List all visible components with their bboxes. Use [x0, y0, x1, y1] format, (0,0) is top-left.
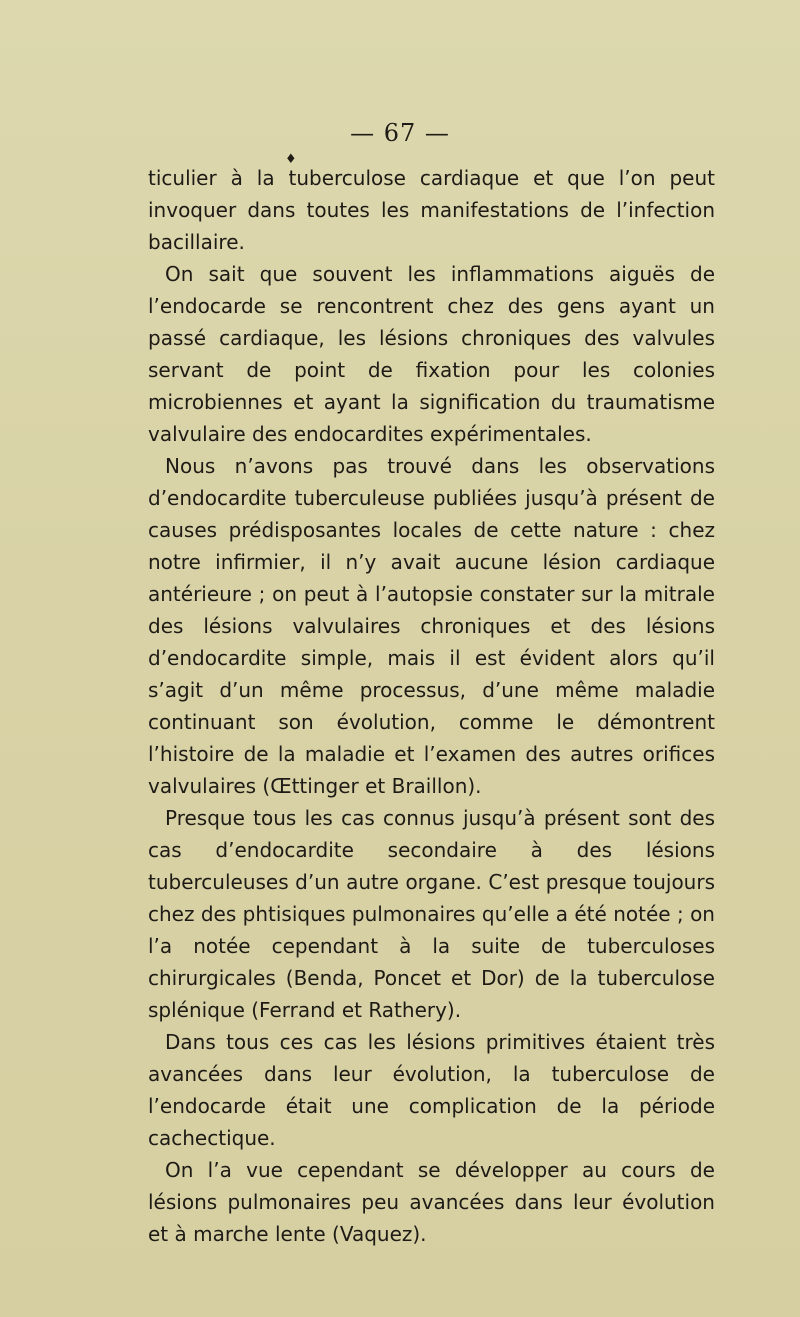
- page-number: — 67 —: [350, 119, 450, 147]
- paragraph-vaquez: On l’a vue cependant se développer au cours de lésions pulmonaires peu avancées dans leur évolution et à marche lente (Vaquez).: [148, 1158, 715, 1246]
- paragraph-continuation: ticulier à la tuberculose cardiaque et que l’on peut invoquer dans toutes les manifestations de l’infection bacillaire.: [148, 166, 715, 254]
- paragraph-endocarde-inflammations: On sait que souvent les inflammations aiguës de l’endocarde se rencontrent chez des gens ayant un passé cardiaque, les lésions chroniques des valvules servant de point de fixation pour les colonies microbiennes et ayant la signification du traumatisme valvulaire des endocardites expérimentales.: [148, 262, 715, 446]
- paragraph-observations: Nous n’avons pas trouvé dans les observations d’endocardite tuberculeuse publiées jusqu’à présent de causes prédisposantes locales de cette nature : chez notre infirmier, il n’y avait aucune lésion cardiaque antérieure ; on peut à l’autopsie constater sur la mitrale des lésions valvulaires chroniques et des lésions d’endocardite simple, mais il est évident alors qu’il s’agit d’un même processus, d’une même maladie continuant son évolution, comme le démontrent l’histoire de la maladie et l’examen des autres orifices valvulaires (Œttinger et Braillon).: [148, 454, 715, 798]
- paragraph-lesions-primitives: Dans tous ces cas les lésions primitives étaient très avancées dans leur évolution, la tuberculose de l’endocarde était une complication de la période cachectique.: [148, 1030, 715, 1150]
- paragraph-cas-connus: Presque tous les cas connus jusqu’à présent sont des cas d’endocardite secondaire à des lésions tuberculeuses d’un autre organe. C’est presque toujours chez des phtisiques pulmonaires qu’elle a été notée ; on l’a notée cependant à la suite de tuberculoses chirurgicales (Benda, Poncet et Dor) de la tuberculose splénique (Ferrand et Rathery).: [148, 806, 715, 1022]
- printer-mark: ♦: [285, 152, 297, 167]
- page-body: [148, 162, 715, 1250]
